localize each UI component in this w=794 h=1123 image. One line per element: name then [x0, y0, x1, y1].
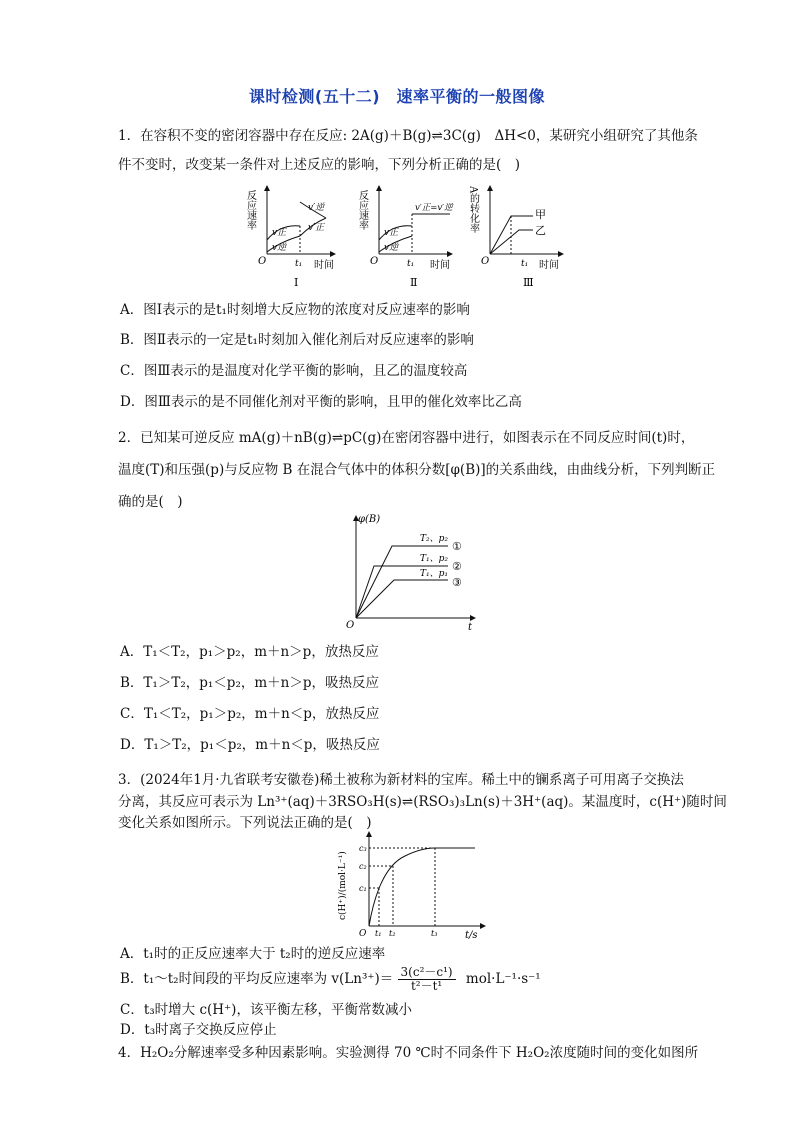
q1-figure-3 [467, 180, 573, 292]
q3-fig-t1: t₁ [375, 929, 382, 938]
q1-stem-line2: 件不变时，改变某一条件对上述反应的影响，下列分析正确的是( ) [118, 157, 521, 173]
q2-fig-origin: O [346, 620, 355, 631]
q2-fig-c3: T₁、p₁ [420, 569, 448, 579]
q1-fig2-vzheng: v正 [384, 228, 399, 238]
q1-option-d: D．图Ⅲ表示的是不同催化剂对平衡的影响，且甲的催化效率比乙高 [120, 394, 522, 410]
q3-stem-line2: 分离，其反应可表示为 Ln³⁺(aq)＋3RSO₃H(s)⇌(RSO₃)₃Ln(s)＋3H⁺(aq)。某温度时，c(H⁺)随时间 [118, 794, 727, 810]
q2-option-b: B．T₁＞T₂，p₁＜p₂，m＋n＞p，吸热反应 [120, 675, 379, 691]
q1-fig3-t1: t₁ [521, 259, 529, 269]
q4-stem-line1: 4．H₂O₂分解速率受多种因素影响。实验测得 70 ℃时不同条件下 H₂O₂浓度随时间的变化如图所 [118, 1045, 699, 1061]
q1-fig1-roman: Ⅰ [294, 276, 299, 289]
q2-fig-n2: ② [452, 560, 462, 573]
q1-fig2-vni: v逆 [384, 243, 399, 253]
q2-fig-c1: T₂、p₂ [420, 534, 448, 544]
q2-option-a: A．T₁＜T₂，p₁＞p₂，m＋n＞p，放热反应 [120, 644, 379, 660]
q3-option-d: D．t₃时离子交换反应停止 [120, 1022, 277, 1038]
page-title: 课时检测(五十二) 速率平衡的一般图像 [248, 87, 546, 106]
q3-option-b-denominator: t²－t¹ [410, 979, 443, 993]
q3-fig-xlabel: t/s [465, 930, 478, 941]
q3-fig-c3: c₃ [359, 844, 367, 853]
q1-fig2-veq: v′正=v′逆 [415, 203, 453, 213]
q1-fig3-origin: O [481, 256, 490, 267]
q1-fig1-vzheng: v正 [272, 228, 287, 238]
q3-option-a: A．t₁时的正反应速率大于 t₂时的逆反应速率 [120, 946, 386, 962]
q3-fig-c2: c₂ [359, 862, 367, 871]
q2-fig-n1: ① [452, 540, 462, 553]
q2-stem-line1: 2．已知某可逆反应 mA(g)＋nB(g)⇌pC(g)在密闭容器中进行，如图表示在不同反应时间(t)时， [118, 430, 695, 446]
q1-fig1-vni2: v′逆 [308, 203, 325, 213]
q3-stem-line1: 3．(2024年1月·九省联考安徽卷)稀土被称为新材料的宝库。稀土中的镧系离子可用离子交换法 [118, 772, 684, 788]
q1-fig3-yi: 乙 [535, 224, 546, 237]
q1-fig3-ylabel: A的转化率 [467, 186, 479, 234]
q1-fig2-origin: O [370, 256, 379, 267]
q1-option-b: B．图Ⅱ表示的一定是t₁时刻加入催化剂后对反应速率的影响 [120, 332, 474, 348]
q1-fig2-t1: t₁ [407, 259, 415, 269]
q1-fig2-ylabel: 反应速率 [356, 190, 368, 230]
q3-stem-line3: 变化关系如图所示。下列说法正确的是( ) [118, 815, 372, 831]
q1-option-a: A．图Ⅰ表示的是t₁时刻增大反应物的浓度对反应速率的影响 [120, 302, 470, 318]
q3-option-c: C．t₃时增大 c(H⁺)，该平衡左移，平衡常数减小 [120, 1002, 412, 1018]
q3-fig-ylabel: c(H⁺)/(mol·L⁻¹) [338, 851, 348, 920]
q1-fig3-jia: 甲 [535, 208, 546, 221]
q1-fig3-roman: Ⅲ [523, 276, 534, 289]
q2-fig-ylabel: φ(B) [358, 514, 381, 525]
q2-option-d: D．T₁＞T₂，p₁＜p₂，m＋n＜p，吸热反应 [120, 737, 380, 753]
q1-fig1-xlabel: 时间 [314, 260, 334, 271]
q3-fig-origin: O [359, 929, 367, 939]
q1-figure-2 [356, 180, 472, 292]
q3-option-b [120, 965, 710, 993]
q1-fig1-vzheng2: v′正 [308, 223, 325, 233]
q2-fig-c2: T₁、p₂ [420, 554, 448, 564]
q2-fig-n3: ③ [452, 576, 462, 589]
q1-fig1-ylabel: 反应速率 [244, 190, 256, 230]
q1-fig2-xlabel: 时间 [430, 260, 450, 271]
q1-option-c: C．图Ⅲ表示的是温度对化学平衡的影响，且乙的温度较高 [120, 363, 468, 379]
q3-fig-c1: c₁ [359, 884, 367, 893]
q1-fig1-t1: t₁ [295, 259, 303, 269]
q2-figure [340, 510, 485, 635]
q1-fig3-xlabel: 时间 [539, 260, 559, 271]
q3-fig-t2: t₂ [389, 929, 396, 938]
q3-option-b-unit: mol·L⁻¹·s⁻¹ [465, 971, 541, 987]
q3-figure [335, 828, 495, 940]
q3-option-b-numerator: 3(c²－c¹) [398, 966, 456, 980]
q2-option-c: C．T₁＜T₂，p₁＞p₂，m＋n＜p，放热反应 [120, 706, 380, 722]
q1-fig1-origin: O [258, 256, 267, 267]
q3-fig-t3: t₃ [431, 929, 438, 938]
q1-figure-1 [244, 180, 355, 292]
q1-fig2-roman: Ⅱ [410, 276, 418, 289]
q3-option-b-fraction [398, 966, 456, 993]
q3-option-b-prefix: B．t₁～t₂时间段的平均反应速率为 v(Ln³⁺)＝ [120, 971, 394, 987]
q2-stem-line3: 确的是( ) [118, 494, 183, 510]
q2-stem-line2: 温度(T)和压强(p)与反应物 B 在混合气体中的体积分数[φ(B)]的关系曲线，由曲线分析，下列判断正 [118, 462, 716, 478]
q2-fig-xlabel: t [468, 622, 473, 633]
q1-stem-line1: 1．在容积不变的密闭容器中存在反应: 2A(g)＋B(g)⇌3C(g) ΔH<0，某研究小组研究了其他条 [118, 128, 698, 144]
q1-fig1-vni: v逆 [272, 243, 287, 253]
